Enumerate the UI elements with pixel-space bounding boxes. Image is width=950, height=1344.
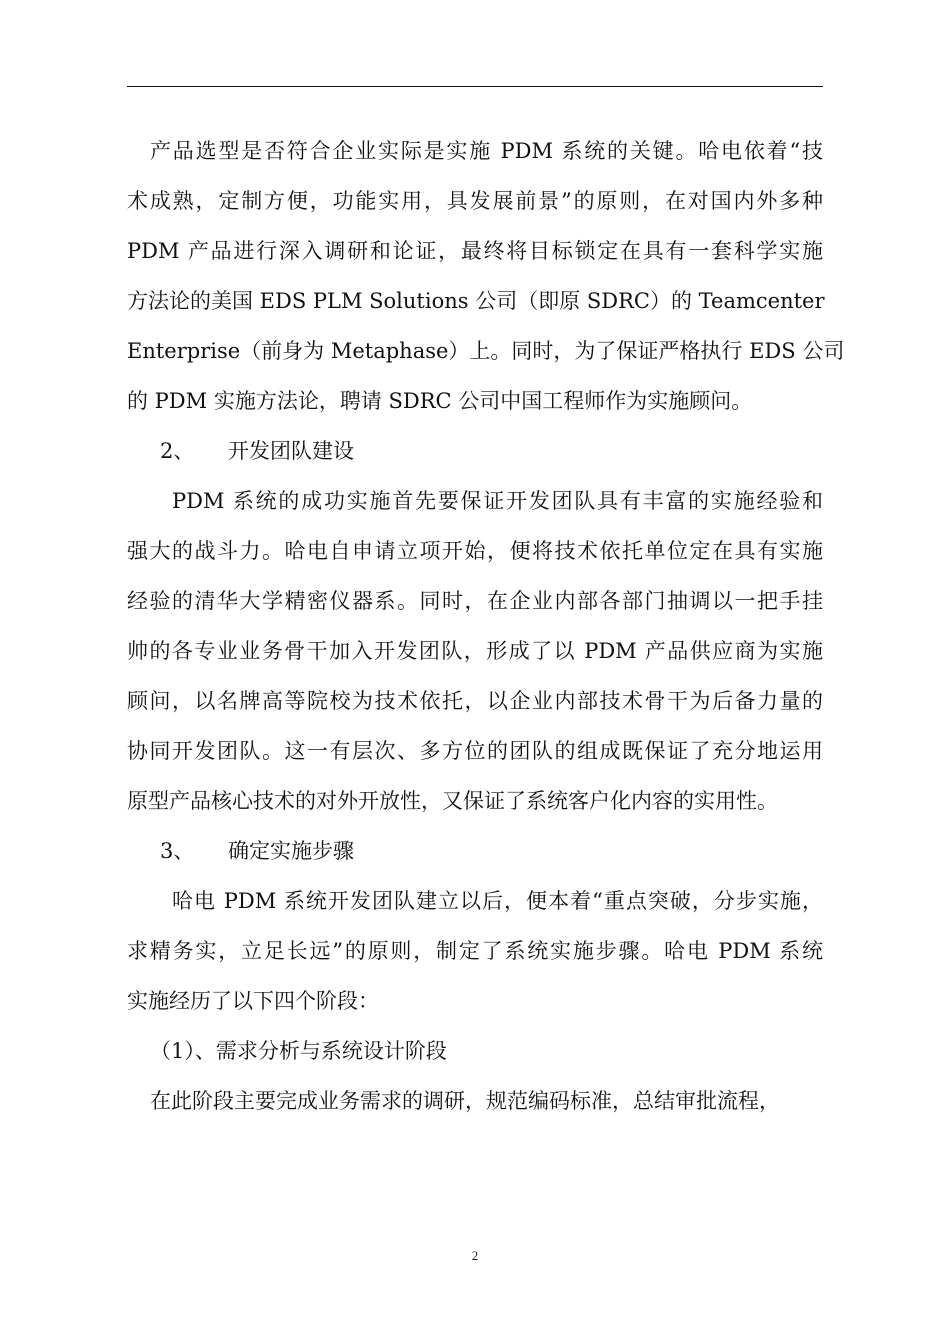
paragraph-1-line: PDM 产品进行深入调研和论证，最终将目标锁定在具有一套科学实施 (127, 239, 823, 263)
section-title: 确定实施步骤 (228, 839, 354, 863)
section-heading-2 (127, 426, 823, 476)
paragraph-1-line: 产品选型是否符合企业实际是实施 PDM 系统的关键。哈电依着“技 (150, 139, 823, 163)
paragraph-1-line: 的 PDM 实施方法论，聘请 SDRC 公司中国工程师作为实施顾问。 (127, 389, 753, 413)
paragraph-1-line: 术成熟，定制方便，功能实用，具发展前景”的原则，在对国内外多种 (127, 189, 823, 213)
paragraph-1-line: 方法论的美国 EDS PLM Solutions 公司（即原 SDRC）的 Teamcenter (127, 289, 825, 313)
paragraph-4-line: 在此阶段主要完成业务需求的调研，规范编码标准，总结审批流程， (150, 1089, 780, 1113)
paragraph-2-line: 强大的战斗力。哈电自申请立项开始，便将技术依托单位定在具有实施 (127, 539, 823, 563)
header-rule (127, 86, 823, 87)
paragraph-2-line: 帅的各专业业务骨干加入开发团队，形成了以 PDM 产品供应商为实施 (127, 639, 823, 663)
section-number: 2、 (160, 439, 195, 463)
paragraph-2-line: 经验的清华大学精密仪器系。同时，在企业内部各部门抽调以一把手挂 (127, 589, 823, 613)
subsection-heading-1: （1）、需求分析与系统设计阶段 (150, 1039, 447, 1063)
section-number: 3、 (160, 839, 195, 863)
page-number: 2 (471, 1248, 479, 1263)
paragraph-3-line: 求精务实，立足长远”的原则，制定了系统实施步骤。哈电 PDM 系统 (127, 939, 823, 963)
paragraph-2-line: 原型产品核心技术的对外开放性，又保证了系统客户化内容的实用性。 (127, 789, 778, 813)
paragraph-2-line: PDM 系统的成功实施首先要保证开发团队具有丰富的实施经验和 (172, 489, 823, 513)
section-title: 开发团队建设 (228, 439, 354, 463)
paragraph-2-line: 顾问，以名牌高等院校为技术依托，以企业内部技术骨干为后备力量的 (127, 689, 823, 713)
paragraph-2-line: 协同开发团队。这一有层次、多方位的团队的组成既保证了充分地运用 (127, 739, 823, 763)
paragraph-3-line: 哈电 PDM 系统开发团队建立以后，便本着“重点突破，分步实施， (172, 889, 823, 913)
body-text (127, 126, 845, 1126)
section-heading-3 (127, 826, 823, 876)
paragraph-1-line: Enterprise（前身为 Metaphase）上。同时，为了保证严格执行 EDS 公司 (127, 339, 845, 363)
paragraph-3-line: 实施经历了以下四个阶段： (127, 989, 379, 1013)
